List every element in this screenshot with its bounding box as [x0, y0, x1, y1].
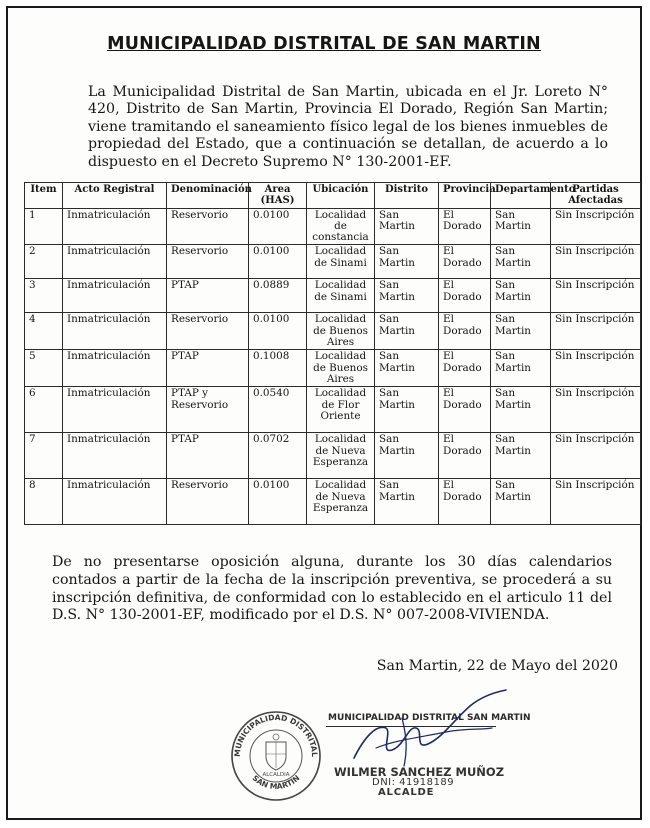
table-row — [25, 313, 641, 350]
coat-of-arms-icon — [266, 734, 286, 770]
cell-acto: Inmatriculación — [63, 387, 167, 433]
header-departamento: Departamento — [491, 183, 551, 209]
cell-area: 0.1008 — [249, 350, 307, 387]
cell-acto: Inmatriculación — [63, 208, 167, 245]
cell-partidas: Sin Inscripción — [551, 479, 641, 525]
document-page — [6, 6, 642, 820]
table-row — [25, 245, 641, 279]
cell-distrito: San Martin — [375, 208, 439, 245]
cell-departamento: San Martin — [491, 433, 551, 479]
cell-distrito: San Martin — [375, 479, 439, 525]
intro-paragraph: La Municipalidad Distrital de San Martin, ubicada en el Jr. Loreto N° 420, Distrito de San Martin, Provincia El Dorado, Región San Martin; viene tramitando el saneamiento físico legal de los bienes inmuebles de propiedad del Estado, que a continuación se detallan, de acuerdo a lo dispuesto en el Decreto Supremo N° 130-2001-EF. — [88, 84, 608, 170]
cell-acto: Inmatriculación — [63, 433, 167, 479]
cell-departamento: San Martin — [491, 313, 551, 350]
cell-denominacion: PTAP — [167, 433, 249, 479]
table-header-row — [25, 183, 641, 209]
cell-denominacion: PTAP y Reservorio — [167, 387, 249, 433]
signer-dni: DNI: 41918189 — [372, 777, 455, 788]
cell-ubicacion: Localidad de Flor Oriente — [307, 387, 375, 433]
cell-item: 5 — [25, 350, 63, 387]
cell-acto: Inmatriculación — [63, 313, 167, 350]
cell-partidas: Sin Inscripción — [551, 208, 641, 245]
cell-acto: Inmatriculación — [63, 245, 167, 279]
cell-departamento: San Martin — [491, 245, 551, 279]
cell-provincia: El Dorado — [439, 433, 491, 479]
cell-partidas: Sin Inscripción — [551, 313, 641, 350]
cell-item: 4 — [25, 313, 63, 350]
cell-ubicacion: Localidad de Sinami — [307, 279, 375, 313]
date-line: San Martin, 22 de Mayo del 2020 — [376, 658, 618, 674]
cell-departamento: San Martin — [491, 208, 551, 245]
seal-center-text: ALCALDIA — [262, 772, 290, 778]
cell-area: 0.0100 — [249, 313, 307, 350]
closing-paragraph: De no presentarse oposición alguna, durante los 30 días calendarios contados a partir de la fecha de la inscripción preventiva, se procederá a su inscripción definitiva, de conformidad con lo establecido en el articulo 11 del D.S. N° 130-2001-EF, modificado por el D.S. N° 007-2008-VIVIENDA. — [52, 554, 612, 624]
header-area: Area (HAS) — [249, 183, 307, 209]
cell-area: 0.0100 — [249, 208, 307, 245]
header-distrito: Distrito — [375, 183, 439, 209]
header-denominacion: Denominación — [167, 183, 249, 209]
cell-item: 3 — [25, 279, 63, 313]
cell-distrito: San Martin — [375, 245, 439, 279]
cell-acto: Inmatriculación — [63, 350, 167, 387]
table-row — [25, 433, 641, 479]
cell-provincia: El Dorado — [439, 208, 491, 245]
cell-denominacion: PTAP — [167, 350, 249, 387]
cell-ubicacion: Localidad de Nueva Esperanza — [307, 479, 375, 525]
cell-ubicacion: Localidad de Sinami — [307, 245, 375, 279]
cell-area: 0.0100 — [249, 245, 307, 279]
header-item: Item — [25, 183, 63, 209]
cell-item: 7 — [25, 433, 63, 479]
cell-denominacion: Reservorio — [167, 245, 249, 279]
table-row — [25, 387, 641, 433]
cell-item: 2 — [25, 245, 63, 279]
cell-provincia: El Dorado — [439, 479, 491, 525]
cell-departamento: San Martin — [491, 479, 551, 525]
cell-area: 0.0702 — [249, 433, 307, 479]
signature-institution: MUNICIPALIDAD DISTRITAL SAN MARTIN — [328, 713, 531, 723]
cell-item: 1 — [25, 208, 63, 245]
cell-distrito: San Martin — [375, 433, 439, 479]
table-row — [25, 350, 641, 387]
header-provincia: Provincia — [439, 183, 491, 209]
cell-distrito: San Martin — [375, 387, 439, 433]
seal-outer-text: MUNICIPALIDAD DISTRITAL — [232, 712, 320, 758]
cell-provincia: El Dorado — [439, 350, 491, 387]
cell-acto: Inmatriculación — [63, 479, 167, 525]
cell-item: 8 — [25, 479, 63, 525]
signer-role: ALCALDE — [378, 787, 435, 798]
cell-denominacion: Reservorio — [167, 208, 249, 245]
header-ubicacion: Ubicación — [307, 183, 375, 209]
cell-provincia: El Dorado — [439, 387, 491, 433]
cell-distrito: San Martin — [375, 350, 439, 387]
cell-acto: Inmatriculación — [63, 279, 167, 313]
cell-provincia: El Dorado — [439, 313, 491, 350]
table-row — [25, 479, 641, 525]
properties-table — [24, 182, 641, 525]
signer-name: WILMER SANCHEZ MUÑOZ — [334, 765, 505, 779]
cell-partidas: Sin Inscripción — [551, 433, 641, 479]
cell-departamento: San Martin — [491, 387, 551, 433]
cell-denominacion: Reservorio — [167, 313, 249, 350]
cell-partidas: Sin Inscripción — [551, 387, 641, 433]
cell-ubicacion: Localidad de Buenos Aires — [307, 350, 375, 387]
header-partidas: Partidas Afectadas — [551, 183, 641, 209]
cell-partidas: Sin Inscripción — [551, 350, 641, 387]
cell-area: 0.0100 — [249, 479, 307, 525]
seal-bottom-text: SAN MARTIN — [250, 773, 302, 792]
municipal-seal — [230, 710, 322, 802]
cell-area: 0.0540 — [249, 387, 307, 433]
cell-area: 0.0889 — [249, 279, 307, 313]
cell-distrito: San Martin — [375, 313, 439, 350]
cell-denominacion: PTAP — [167, 279, 249, 313]
cell-denominacion: Reservorio — [167, 479, 249, 525]
table-row — [25, 279, 641, 313]
cell-ubicacion: Localidad de Buenos Aires — [307, 313, 375, 350]
cell-partidas: Sin Inscripción — [551, 245, 641, 279]
cell-ubicacion: Localidad de constancia — [307, 208, 375, 245]
cell-departamento: San Martin — [491, 350, 551, 387]
header-acto: Acto Registral — [63, 183, 167, 209]
cell-partidas: Sin Inscripción — [551, 279, 641, 313]
cell-item: 6 — [25, 387, 63, 433]
cell-ubicacion: Localidad de Nueva Esperanza — [307, 433, 375, 479]
cell-provincia: El Dorado — [439, 245, 491, 279]
cell-distrito: San Martin — [375, 279, 439, 313]
table-row — [25, 208, 641, 245]
cell-provincia: El Dorado — [439, 279, 491, 313]
document-title: MUNICIPALIDAD DISTRITAL DE SAN MARTIN — [107, 34, 541, 54]
cell-departamento: San Martin — [491, 279, 551, 313]
